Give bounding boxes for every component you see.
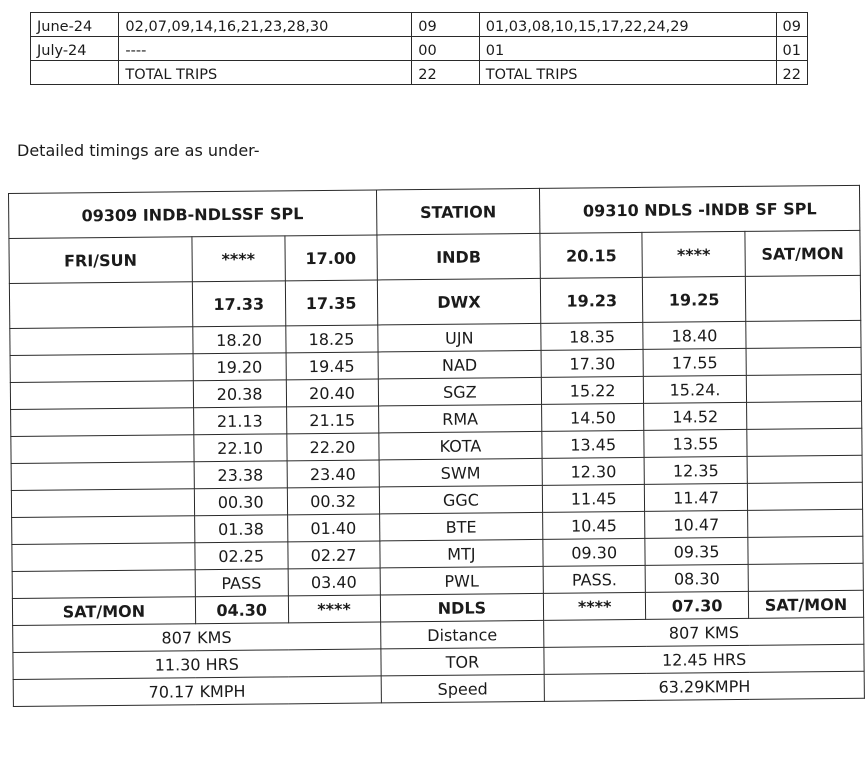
empty-cell [10,381,193,410]
left-tor: 11.30 HRS [13,649,381,680]
left-departure: 23.40 [287,460,379,488]
right-departure: 10.47 [645,510,748,538]
timetable [8,185,865,707]
right-arrival: 10.45 [543,511,645,539]
left-days-end: SAT/MON [12,597,195,626]
total-row [31,61,808,85]
right-arrival: 15.22 [542,376,644,404]
right-days-end: SAT/MON [748,590,863,618]
right-arrival: 14.50 [542,403,644,431]
left-arrival: **** [192,236,285,282]
empty-cell [747,455,862,483]
station-name: GGC [379,485,543,514]
right-departure: 12.35 [644,456,747,484]
right-departure: 08.30 [645,564,748,592]
right-departure: 11.47 [644,483,747,511]
empty-cell [747,428,862,456]
empty-cell [10,327,193,356]
empty-cell [748,536,863,564]
right-arrival: 17.30 [541,349,643,377]
table-row [31,13,808,37]
total-value: 22 [776,61,807,85]
empty-cell [746,320,861,348]
left-arrival: 21.13 [193,407,286,435]
station-name: RMA [378,404,542,433]
month-cell: July-24 [31,37,119,61]
right-days-start: SAT/MON [745,230,860,276]
empty-cell [31,61,119,85]
right-arrival: 20.15 [540,232,642,278]
right-departure: 14.52 [644,402,747,430]
right-arrival: PASS. [543,565,645,593]
intro-text: Detailed timings are as under- [17,141,260,160]
empty-cell [10,354,193,383]
total-label: TOTAL TRIPS [119,61,412,85]
count-cell: 09 [412,13,479,37]
right-arrival: 19.23 [541,277,643,323]
empty-cell [9,282,192,329]
count-cell: 09 [776,13,807,37]
left-arrival: 22.10 [194,434,287,462]
station-name: SWM [379,458,543,487]
station-header: STATION [376,188,540,235]
empty-cell [12,543,195,572]
tor-label: TOR [380,647,544,676]
left-train-title: 09309 INDB-NDLSSF SPL [9,190,377,239]
trip-summary-table [30,12,808,85]
empty-cell [12,516,195,545]
empty-cell [748,509,863,537]
dates-cell: 01,03,08,10,15,17,22,24,29 [479,13,776,37]
left-days-start: FRI/SUN [9,237,192,284]
empty-cell [748,563,863,591]
left-speed: 70.17 KMPH [13,676,381,707]
speed-label: Speed [381,674,545,703]
right-arrival: 13.45 [542,430,644,458]
right-departure: 18.40 [643,321,746,349]
empty-cell [11,408,194,437]
station-name: PWL [380,566,544,595]
station-name: NAD [378,350,542,379]
left-departure: 17.00 [285,235,377,281]
station-name: MTJ [379,539,543,568]
empty-cell [746,347,861,375]
left-arrival: PASS [195,569,288,597]
right-departure: 09.35 [645,537,748,565]
empty-cell [745,275,860,321]
right-departure: 07.30 [646,591,749,619]
empty-cell [12,570,195,599]
right-departure: 15.24. [643,375,746,403]
dates-cell: 01 [479,37,776,61]
right-distance: 807 KMS [544,617,864,647]
empty-cell [11,462,194,491]
station-name: KOTA [378,431,542,460]
left-departure: 17.35 [285,280,377,326]
left-arrival: 02.25 [195,542,288,570]
left-departure: 22.20 [286,433,378,461]
left-arrival: 01.38 [194,515,287,543]
left-arrival: 19.20 [193,353,286,381]
station-name: SGZ [378,377,542,406]
right-departure: 17.55 [643,348,746,376]
dates-cell: 02,07,09,14,16,21,23,28,30 [119,13,412,37]
total-value: 22 [412,61,479,85]
count-cell: 00 [412,37,479,61]
right-arrival: **** [544,592,646,620]
right-tor: 12.45 HRS [544,644,864,674]
left-departure: 00.32 [287,487,379,515]
empty-cell [11,489,194,518]
stop-row-indb [9,230,860,283]
right-arrival: 18.35 [541,322,643,350]
right-arrival: 09.30 [543,538,645,566]
right-departure: 13.55 [644,429,747,457]
left-departure: 21.15 [286,406,378,434]
left-departure: 01.40 [287,514,379,542]
distance-label: Distance [380,620,544,649]
station-name: UJN [377,323,541,352]
station-name: INDB [376,233,540,280]
station-name: NDLS [380,593,544,622]
right-arrival: 12.30 [542,457,644,485]
left-arrival: 00.30 [194,488,287,516]
timetable-header-row [9,185,860,238]
left-arrival: 17.33 [192,281,285,327]
month-cell: June-24 [31,13,119,37]
left-departure: **** [288,595,380,623]
left-arrival: 04.30 [195,596,288,624]
left-arrival: 23.38 [194,461,287,489]
empty-cell [11,435,194,464]
stop-row-dwx [9,275,860,328]
table-row [31,37,808,61]
empty-cell [747,401,862,429]
right-departure: **** [642,231,745,277]
right-speed: 63.29KMPH [544,671,864,701]
station-name: BTE [379,512,543,541]
station-name: DWX [377,278,541,325]
right-train-title: 09310 NDLS -INDB SF SPL [540,185,860,233]
left-departure: 19.45 [286,352,378,380]
left-departure: 20.40 [286,379,378,407]
dates-cell: ---- [119,37,412,61]
left-arrival: 18.20 [193,326,286,354]
left-departure: 02.27 [288,541,380,569]
left-departure: 03.40 [288,568,380,596]
total-label: TOTAL TRIPS [479,61,776,85]
count-cell: 01 [776,37,807,61]
right-departure: 19.25 [643,276,746,322]
left-arrival: 20.38 [193,380,286,408]
left-distance: 807 KMS [13,622,381,653]
empty-cell [746,374,861,402]
right-arrival: 11.45 [543,484,645,512]
left-departure: 18.25 [285,325,377,353]
empty-cell [747,482,862,510]
